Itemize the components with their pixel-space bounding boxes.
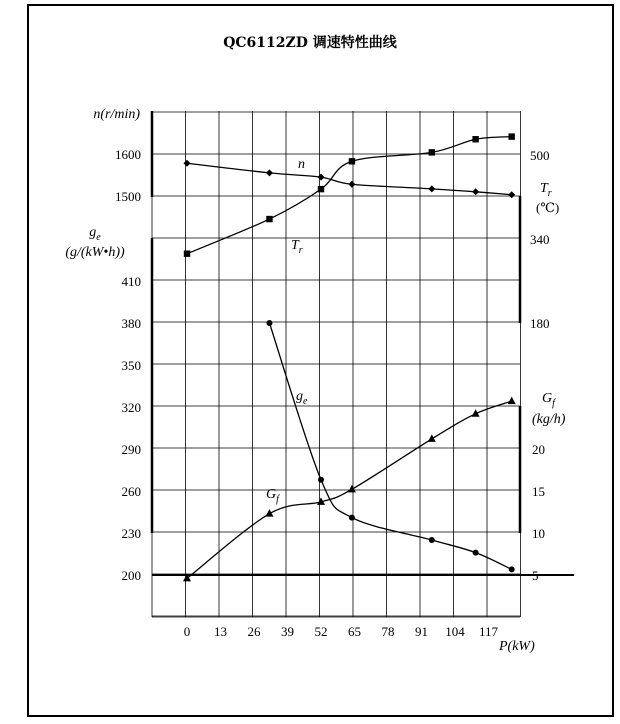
tr-tick-label: 340 (530, 232, 550, 247)
data-point-n (472, 188, 479, 195)
series-line-ge (269, 323, 511, 569)
data-point-ge (473, 550, 479, 556)
ge-tick-label: 290 (121, 442, 141, 457)
x-tick-label: 0 (183, 624, 191, 639)
data-point-n (184, 160, 191, 167)
data-point-Tr (349, 158, 355, 164)
ge-tick-label: 320 (121, 400, 141, 415)
plot-grid (152, 111, 574, 617)
ge-tick-label: 410 (121, 274, 141, 289)
tr-tick-label: 500 (530, 148, 550, 163)
curve-label-ge: $g_e$ (296, 389, 308, 407)
ge-tick-label: 230 (121, 526, 141, 541)
data-point-Gf (428, 434, 436, 442)
gf-tick-label: 10 (532, 526, 545, 541)
x-tick-label: 52 (314, 624, 328, 639)
tr-axis-label: $T_r$ (540, 181, 552, 199)
data-point-ge (318, 477, 324, 483)
data-point-ge (509, 566, 515, 572)
data-point-n (266, 169, 273, 176)
x-tick-label: 26 (247, 624, 261, 639)
curve-label-Tr: $T_r$ (291, 238, 303, 256)
data-point-n (318, 174, 325, 181)
curve-label-Gf: $G_f$ (266, 487, 279, 505)
curve-label-n: n (298, 157, 305, 172)
data-point-ge (349, 515, 355, 521)
gf-tick-label: 20 (532, 442, 545, 457)
tr-tick-label: 180 (530, 316, 550, 331)
data-point-Gf (348, 485, 356, 493)
tick-labels (115, 147, 550, 639)
data-point-n (508, 191, 515, 198)
ge-tick-label: 350 (121, 358, 141, 373)
data-point-Tr (508, 133, 514, 139)
ge-axis-unit: (g/(kW•h)) (65, 245, 125, 260)
ge-axis-label: $g_e$ (89, 225, 101, 243)
data-point-Tr (184, 251, 190, 257)
ge-tick-label: 200 (121, 568, 141, 583)
gf-tick-label: 5 (532, 568, 539, 583)
data-point-n (348, 181, 355, 188)
x-tick-label: 91 (415, 624, 428, 639)
chart-title: QC6112ZD 调速特性曲线 (223, 35, 397, 51)
n-tick-label: 1500 (115, 189, 141, 204)
x-tick-label: 78 (381, 624, 395, 639)
x-axis-label: P(kW) (499, 639, 535, 654)
x-tick-label: 39 (281, 624, 294, 639)
data-point-Gf (508, 397, 516, 405)
gf-axis-label: $G_f$ (542, 391, 555, 409)
data-point-Tr (266, 216, 272, 222)
x-tick-label: 13 (214, 624, 227, 639)
data-point-n (428, 185, 435, 192)
tr-axis-unit: (℃) (536, 200, 560, 215)
x-tick-label: 104 (445, 624, 465, 639)
x-tick-label: 65 (348, 624, 361, 639)
gf-tick-label: 15 (532, 484, 545, 499)
gf-axis-unit: (kg/h) (532, 412, 566, 427)
series-line-n (187, 163, 512, 195)
n-tick-label: 1600 (115, 147, 141, 162)
data-point-Tr (318, 186, 324, 192)
x-tick-label: 117 (478, 624, 499, 639)
series-layer (183, 133, 516, 581)
ge-tick-label: 380 (121, 316, 141, 331)
data-point-Tr (429, 149, 435, 155)
ge-tick-label: 260 (121, 484, 141, 499)
data-point-ge (266, 320, 272, 326)
n-axis-label: n(r/min) (93, 107, 140, 122)
data-point-Gf (265, 509, 273, 517)
data-point-Tr (472, 136, 478, 142)
data-point-ge (429, 537, 435, 543)
